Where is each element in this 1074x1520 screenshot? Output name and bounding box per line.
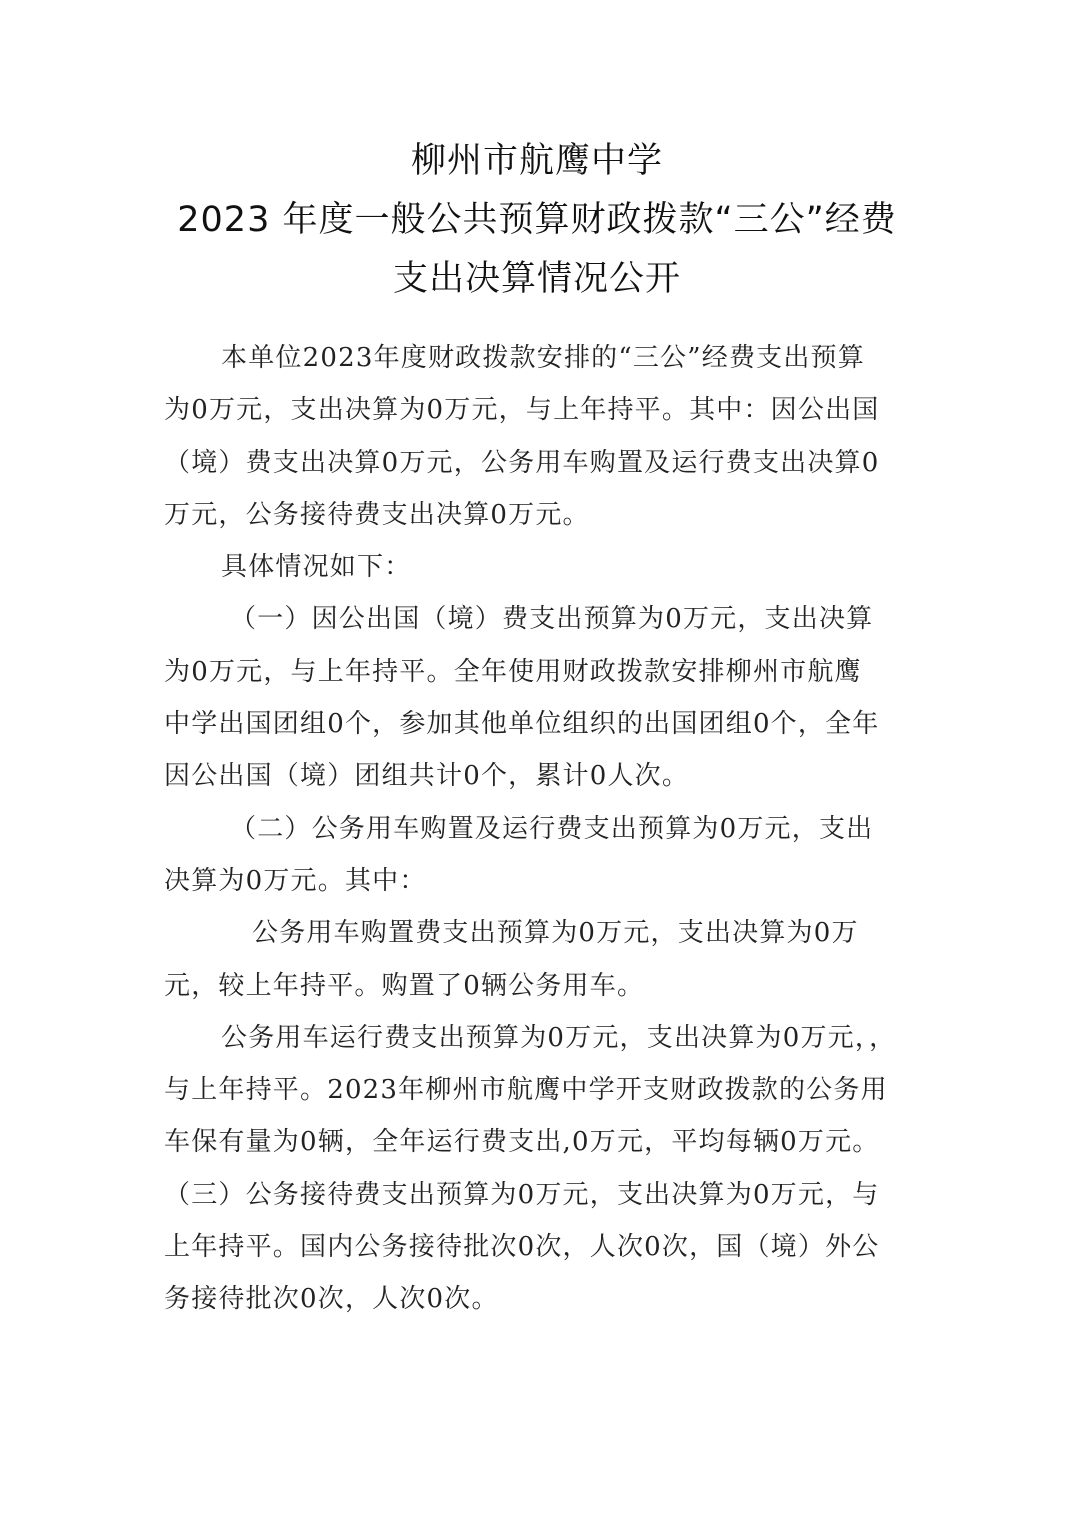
body-line: 元，较上年持平。购置了0辆公务用车。 xyxy=(164,970,645,1001)
body-line: （三）公务接待费支出预算为0万元，支出决算为0万元，与 xyxy=(164,1179,880,1210)
body-line: （境）费支出决算0万元，公务用车购置及运行费支出决算0 xyxy=(164,447,880,478)
body-line: 决算为0万元。其中： xyxy=(164,865,427,896)
title-line-school: 柳州市航鹰中学 xyxy=(410,141,663,181)
title-line-disclosure: 支出决算情况公开 xyxy=(392,259,681,299)
title-line-subject: 2023 年度一般公共预算财政拨款“三公”经费 xyxy=(177,200,897,240)
body-line: 本单位2023年度财政拨款安排的“三公”经费支出预算 xyxy=(221,343,865,373)
body-line: （二）公务用车购置及运行费支出预算为0万元，支出 xyxy=(230,813,874,844)
body-line: 上年持平。国内公务接待批次0次，人次0次，国（境）外公 xyxy=(164,1232,880,1263)
body-line: 车保有量为0辆，全年运行费支出,0万元，平均每辆0万元。 xyxy=(164,1127,880,1158)
body-line: 公务用车运行费支出预算为0万元，支出决算为0万元，， xyxy=(221,1022,897,1053)
body-line: 为0万元，与上年持平。全年使用财政拨款安排柳州市航鹰 xyxy=(164,656,862,687)
body-line: 因公出国（境）团组共计0个，累计0人次。 xyxy=(164,761,690,792)
body-line: 公务用车购置费支出预算为0万元，支出决算为0万 xyxy=(252,918,859,949)
body-line: 与上年持平。2023年柳州市航鹰中学开支财政拨款的公务用 xyxy=(164,1075,888,1106)
body-line: （一）因公出国（境）费支出预算为0万元，支出决算 xyxy=(230,604,874,635)
body-line: 务接待批次0次，人次0次。 xyxy=(164,1284,499,1315)
body-line: 为0万元，支出决算为0万元，与上年持平。其中：因公出国 xyxy=(164,395,880,426)
document-body xyxy=(164,332,916,1326)
document-title xyxy=(120,132,954,309)
body-line: 万元，公务接待费支出决算0万元。 xyxy=(164,499,590,530)
body-line: 具体情况如下： xyxy=(221,552,412,583)
body-line: 中学出国团组0个，参加其他单位组织的出国团组0个，全年 xyxy=(164,709,880,740)
